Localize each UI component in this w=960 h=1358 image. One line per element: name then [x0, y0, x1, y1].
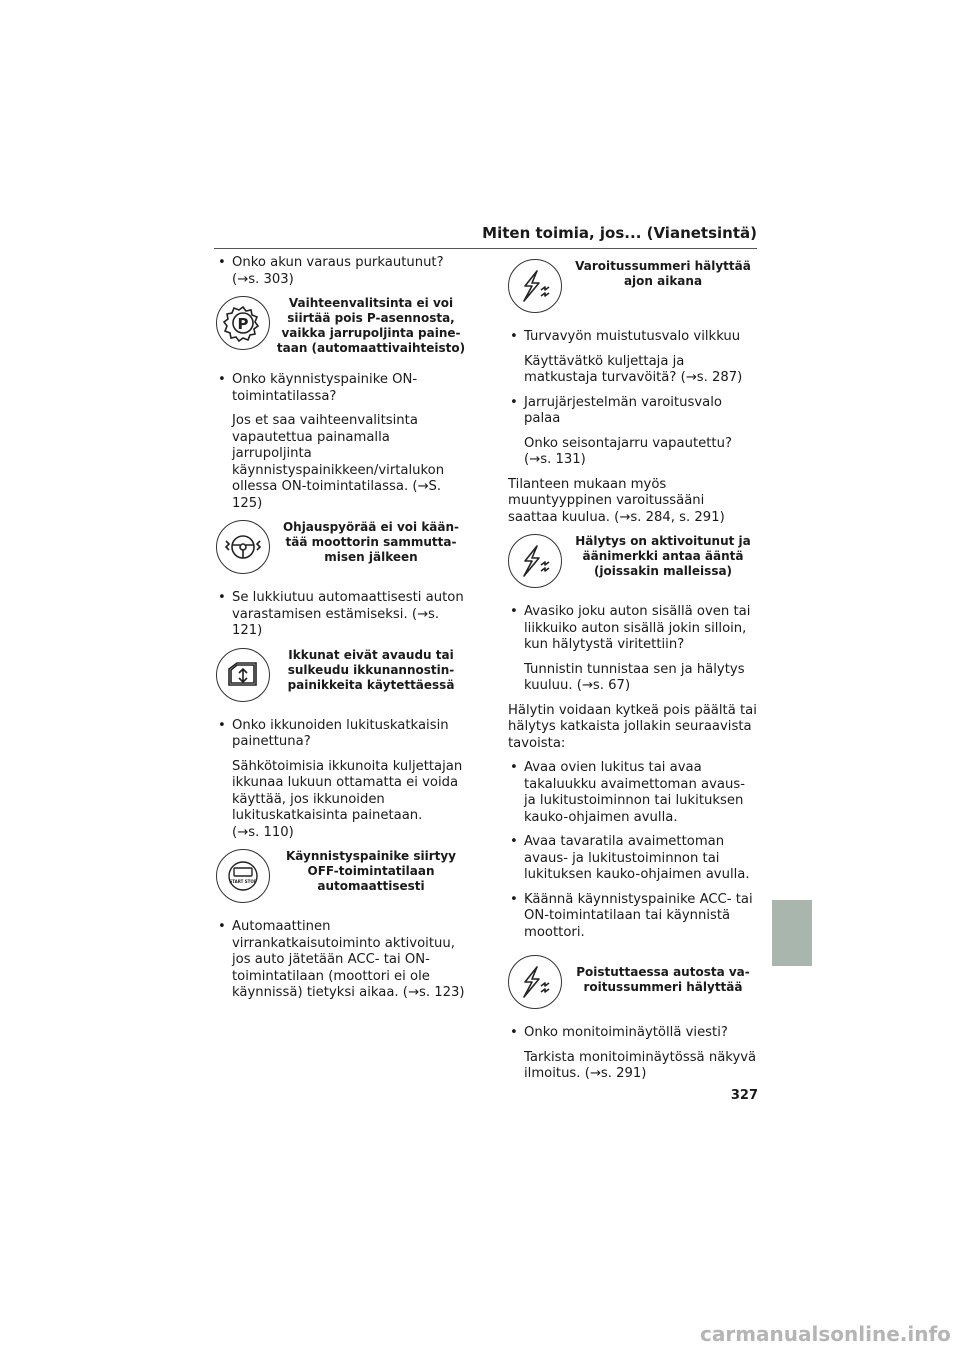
list-item: • Jarrujärjestelmän varoitusvalo palaa Onko seisontajarru vapautettu? (→s. 131) [508, 395, 758, 469]
box-label: Käynnistyspainike siirtyy OFF-toimintatilaan automaattisesti [286, 849, 456, 893]
section-tab [772, 900, 812, 966]
list-item: • Onko akun varaus purkautunut? (→s. 303) [216, 255, 466, 288]
list-item: • Se lukkiutuu automaattisesti auton varastamisen estämiseksi. (→s. 121) [216, 590, 466, 640]
troubleshoot-box [216, 648, 466, 702]
troubleshoot-box [216, 520, 466, 574]
list-item: • Onko käynnistyspainike ON-toimintatilassa? Jos et saa vaihteenvalitsinta vapautettua painamalla jarrupoljinta käynnistyspainikkeen/virtalukon ollessa ON-toimintatilassa. (→S. 125) [216, 372, 466, 512]
watermark: carmanualsonline.info [700, 1322, 951, 1346]
list-item: • Avasiko joku auton sisällä oven tai liikkuiko auton sisällä jokin silloin, kun hälytystä viritettiin? Tunnistin tunnistaa sen ja hälytys kuuluu. (→s. 67) [508, 604, 758, 695]
list-item: • Onko monitoiminäytöllä viesti? Tarkista monitoiminäytössä näkyvä ilmoitus. (→s. 291) [508, 1025, 758, 1083]
paragraph: Tilanteen mukaan myös muuntyyppinen varoitussääni saattaa kuulua. (→s. 284, s. 291) [508, 476, 725, 525]
page-header-title: Miten toimia, jos... (Vianetsintä) [214, 224, 757, 249]
box-label: Varoitussummeri hälyttää ajon aikana [575, 259, 751, 288]
troubleshoot-box [508, 955, 758, 1009]
start-stop-icon [216, 849, 270, 903]
troubleshoot-box [216, 849, 466, 903]
steering-wheel-icon [216, 520, 270, 574]
page-number: 327 [730, 1088, 758, 1103]
svg-text:START STOP: START STOP [229, 879, 257, 884]
svg-text:P: P [237, 315, 249, 333]
buzzer-icon [508, 259, 562, 313]
paragraph: Hälytin voidaan kytkeä pois päältä tai hälytys katkaista jollakin seuraavista tavoista: [508, 702, 757, 751]
gear-p-icon [216, 296, 270, 350]
list-item: • Onko ikkunoiden lukituskatkaisin painettuna? Sähkötoimisia ikkunoita kuljettajan ikkunaa lukuun ottamatta ei voida käyttää, jos ikkunoiden lukituskatkaisinta painetaan. (→s. 110) [216, 718, 466, 842]
right-column [508, 255, 758, 1091]
list-item: • Avaa ovien lukitus tai avaa takaluukku avaimettoman avaus- ja lukitustoiminnon tai lukituksen kauko-ohjaimen avulla. [508, 760, 758, 826]
list-item: • Käännä käynnistyspainike ACC- tai ON-toimintatilaan tai käynnistä moottori. [508, 892, 758, 942]
window-icon [216, 648, 270, 702]
box-label: Ikkunat eivät avaudu tai sulkeudu ikkunannostin-painikkeita käytettäessä [287, 647, 455, 692]
box-label: Hälytys on aktivoitunut ja äänimerkki antaa ääntä (joissakin malleissa) [575, 534, 751, 578]
list-item: • Avaa tavaratila avaimettoman avaus- ja lukitustoiminnon tai lukituksen kauko-ohjaimen avulla. [508, 834, 758, 884]
list-item: • Automaattinen virrankatkaisutoiminto aktivoituu, jos auto jätetään ACC- tai ON-toimintatilaan (moottori ei ole käynnissä) tietyksi aikaa. (→s. 123) [216, 919, 466, 1002]
troubleshoot-box [508, 534, 758, 588]
box-label: Poistuttaessa autosta va-roitussummeri hälyttää [576, 965, 750, 994]
box-label: Ohjauspyörää ei voi kään-tää moottorin sammutta-misen jälkeen [282, 520, 460, 564]
buzzer-icon [508, 955, 562, 1009]
troubleshoot-box [216, 296, 466, 356]
box-label: Vaihteenvalitsinta ei voi siirtää pois P-asennosta, vaikka jarrupoljinta paine-taan (automaattivaihteisto) [276, 296, 466, 355]
troubleshoot-box [508, 259, 758, 313]
left-column [216, 255, 466, 1010]
buzzer-icon [508, 534, 562, 588]
list-item: • Turvavyön muistutusvalo vilkkuu Käyttävätkö kuljettaja ja matkustaja turvavöitä? (→s. 287) [508, 329, 758, 387]
